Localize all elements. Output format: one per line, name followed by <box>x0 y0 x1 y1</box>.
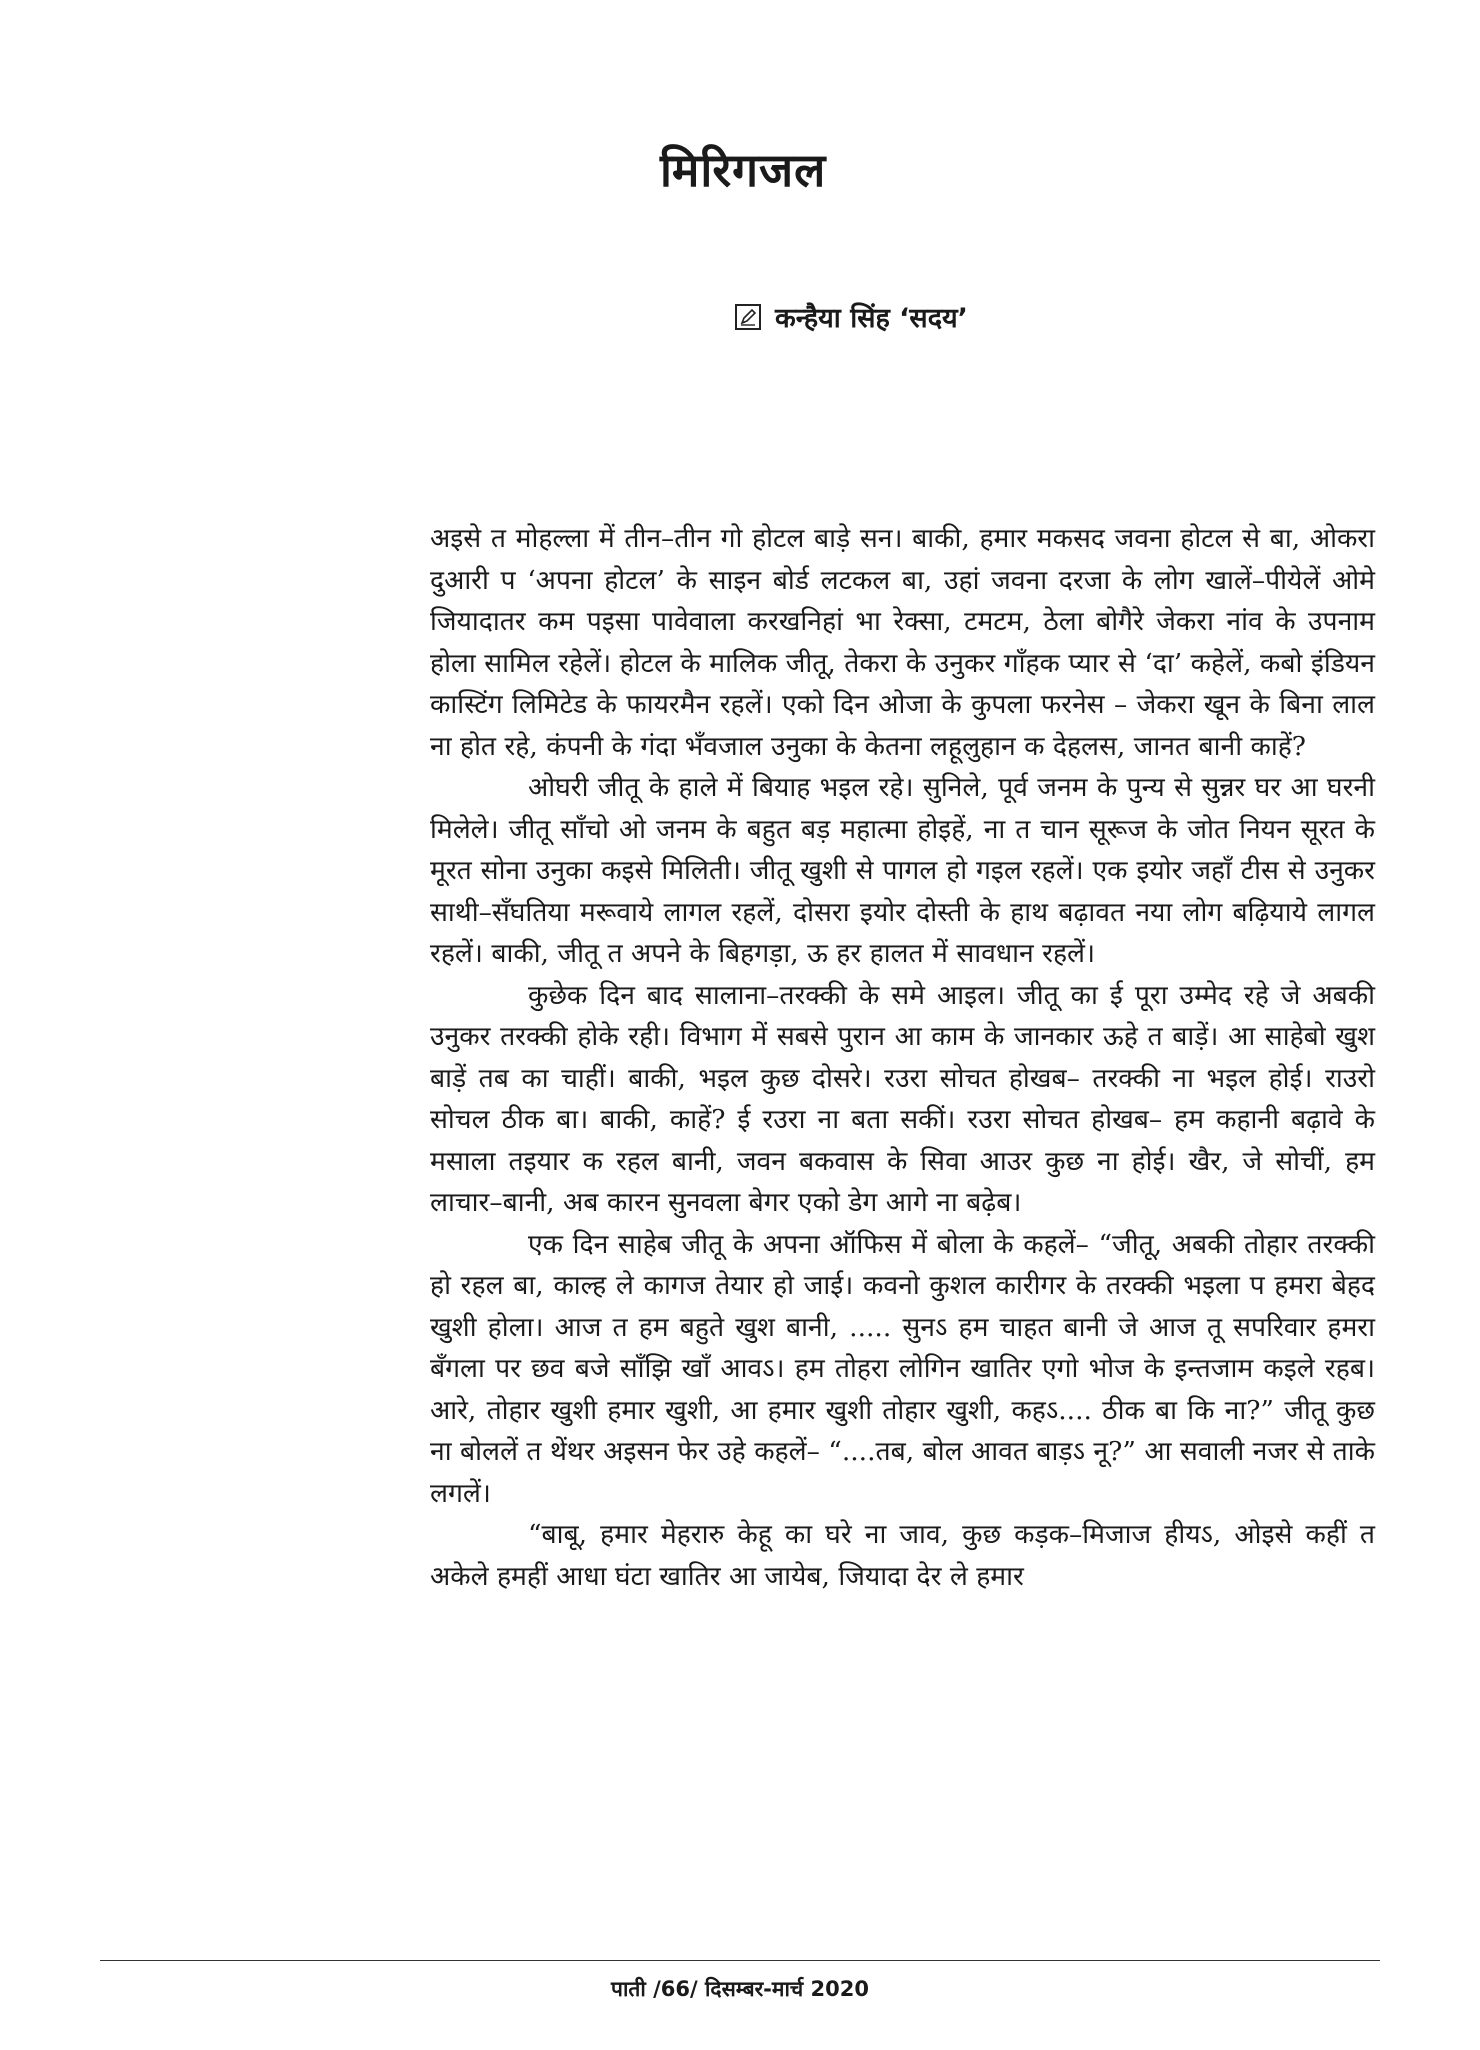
author-byline <box>735 298 968 335</box>
paragraph-4: एक दिन साहेब जीतू के अपना ऑफिस में बोला के कहलें– “जीतू, अबकी तोहार तरक्की हो रहल बा, काल्ह ले कागज तेयार हो जाई। कवनो कुशल कारीगर के तरक्की भइला प हमरा बेहद खुशी होला। आज त हम बहुते खुश बानी, ..... सुनऽ हम चाहत बानी जे आज तू सपरिवार हमरा बँगला पर छव बजे साँझि खाँ आवऽ। हम तोहरा लोगिन खातिर एगो भोज के इन्तजाम कइले रहब। आरे, तोहार खुशी हमार खुशी, आ हमार खुशी तोहार खुशी, कहऽ.... ठीक बा कि ना?” जीतू कुछ ना बोललें त थेंथर अइसन फेर उहे कहलें– “....तब, बोल आवत बाड़ऽ नू?” आ सवाली नजर से ताके लगलें। <box>430 1228 1375 1509</box>
paragraph-3: कुछेक दिन बाद सालाना–तरक्की के समे आइल। जीतू का ई पूरा उम्मेद रहे जे अबकी उनुकर तरक्की होके रही। विभाग में सबसे पुरान आ काम के जानकार ऊहे त बाड़ें। आ साहेबो खुश बाड़ें तब का चाहीं। बाकी, भइल कुछ दोसरे। रउरा सोचत होखब– तरक्की ना भइल होई। राउरो सोचल ठीक बा। बाकी, काहें? ई रउरा ना बता सकीं। रउरा सोचत होखब– हम कहानी बढ़ावे के मसाला तइयार क रहल बानी, जवन बकवास के सिवा आउर कुछ ना होई। खैर, जे सोचीं, हम लाचार–बानी, अब कारन सुनवला बेगर एको डेग आगे ना बढ़ेब। <box>430 979 1375 1218</box>
pen-icon <box>735 304 761 330</box>
footer-divider <box>100 1960 1380 1961</box>
article-title: मिरिगजल <box>660 143 827 197</box>
author-name: कन्हैया सिंह ‘सदय’ <box>775 303 968 334</box>
article-body <box>430 518 1375 1597</box>
paragraph-5: “बाबू, हमार मेहरारु केहू का घरे ना जाव, कुछ कड़क–मिजाज हीयऽ, ओइसे कहीं त अकेले हमहीं आधा घंटा खातिर आ जायेब, जियादा देर ले हमार <box>430 1519 1375 1592</box>
paragraph-1: अइसे त मोहल्ला में तीन–तीन गो होटल बाड़े सन। बाकी, हमार मकसद जवना होटल से बा, ओकरा दुआरी प ‘अपना होटल’ के साइन बोर्ड लटकल बा, उहां जवना दरजा के लोग खालें–पीयेलें ओमे जियादातर कम पइसा पावेवाला करखनिहां भा रेक्सा, टमटम, ठेला बोगैरे जेकरा नांव के उपनाम होला सामिल रहेलें। होटल के मालिक जीतू, तेकरा के उनुकर गाँहक प्यार से ‘दा’ कहेलें, कबो इंडियन कास्टिंग लिमिटेड के फायरमैन रहलें। एको दिन ओजा के कुपला फरनेस – जेकरा खून के बिना लाल ना होत रहे, कंपनी के गंदा भँवजाल उनुका के केतना लहूलुहान क देहलस, जानत बानी काहें? <box>430 523 1375 762</box>
paragraph-2: ओघरी जीतू के हाले में बियाह भइल रहे। सुनिले, पूर्व जनम के पुन्य से सुन्नर घर आ घरनी मिलेले। जीतू साँचो ओ जनम के बहुत बड़ महात्मा होइहें, ना त चान सूरूज के जोत नियन सूरत के मूरत सोना उनुका कइसे मिलिती। जीतू खुशी से पागल हो गइल रहलें। एक इयोर जहाँ टीस से उनुकर साथी–सँघतिया मरूवाये लागल रहलें, दोसरा इयोर दोस्ती के हाथ बढ़ावत नया लोग बढ़ियाये लागल रहलें। बाकी, जीतू त अपने के बिहगड़ा, ऊ हर हालत में सावधान रहलें। <box>430 772 1375 969</box>
page-footer: पाती /66/ दिसम्बर-मार्च 2020 <box>611 1977 869 2001</box>
